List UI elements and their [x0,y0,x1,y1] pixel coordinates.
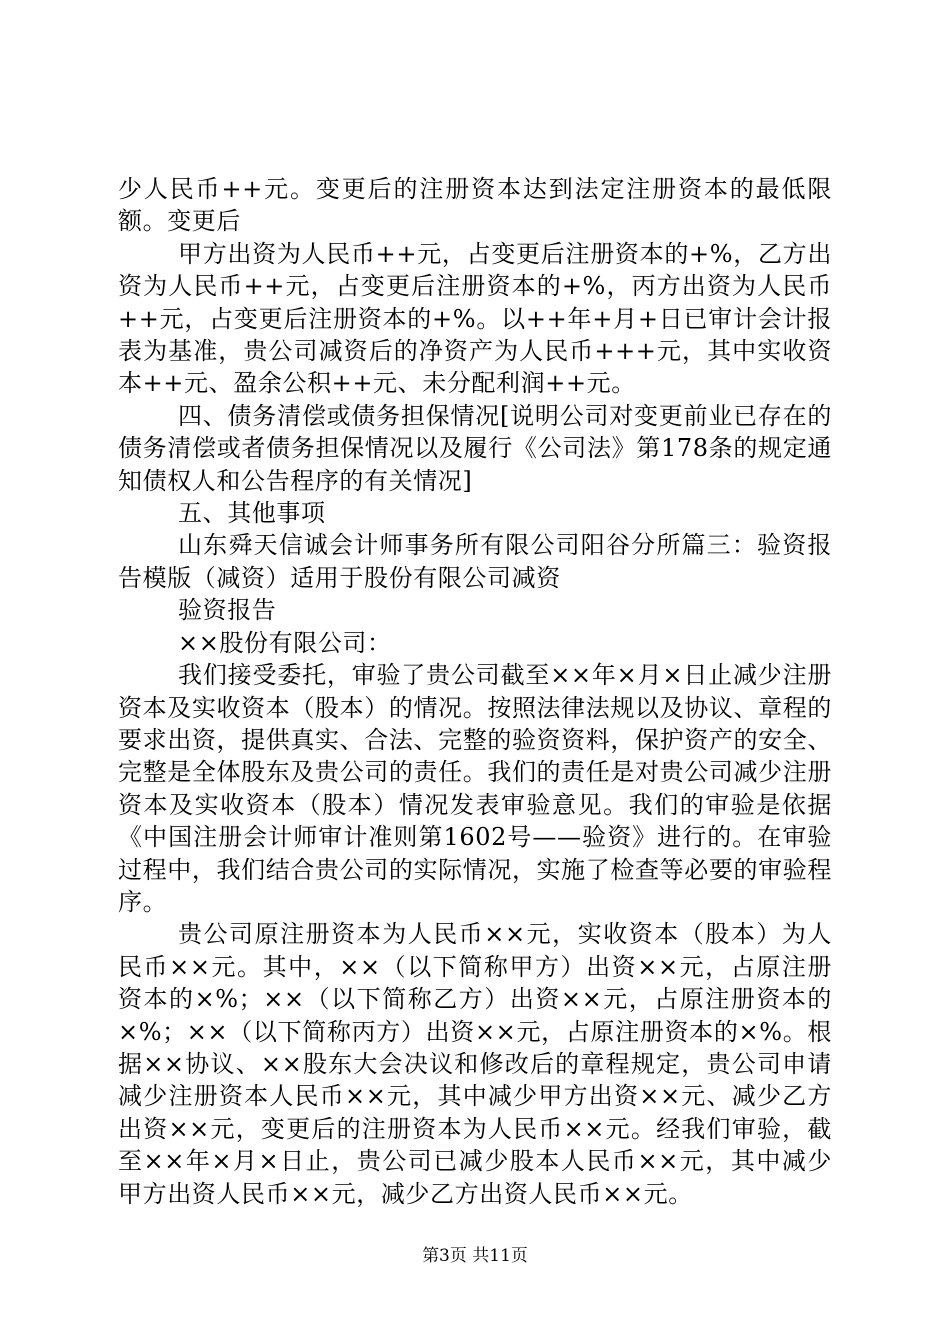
page-footer: 第3页 共11页 [422,1246,528,1266]
paragraph-other-matters: 五、其他事项 [178,499,326,528]
paragraph-report-heading: 验资报告 [178,596,277,625]
paragraph-addressee: ××股份有限公司： [178,628,392,657]
paragraph-original-capital-details: 贵公司原注册资本为人民币××元，实收资本（股本）为人民币××元。其中，××（以下简称甲方）出资××元，占原注册资本的×%；××（以下简称乙方）出资××元，占原注册资本的×%；××（以下简称丙方）出资××元，占原注册资本的×%。根据××协议、××股东大会决议和修改后的章程规定，贵公司申请减少注册资本人民币××元，其中减少甲方出资××元、减少乙方出资××元，变更后的注册资本为人民币××元。经我们审验，截至××年×月×日止，贵公司已减少股本人民币××元，其中减少甲方出资人民币××元，减少乙方出资人民币××元。 [118,920,832,1208]
paragraph-capital-reduction-tail: 少人民币++元。变更后的注册资本达到法定注册资本的最低限额。变更后 [118,175,832,236]
paragraph-engagement-responsibility: 我们接受委托，审验了贵公司截至××年×月×日止减少注册资本及实收资本（股本）的情况。按照法律法规以及协议、章程的要求出资，提供真实、合法、完整的验资资料，保护资产的安全、完整是全体股东及贵公司的责任。我们的责任是对贵公司减少注册资本及实收资本（股本）情况发表审验意见。我们的审验是依据《中国注册会计师审计准则第1602号——验资》进行的。在审验过程中，我们结合贵公司的实际情况，实施了检查等必要的审验程序。 [118,661,832,916]
paragraph-post-change-contributions: 甲方出资为人民币++元，占变更后注册资本的+%，乙方出资为人民币++元，占变更后注册资本的+%，丙方出资为人民币++元，占变更后注册资本的+%。以++年+月+日已审计会计报表为基准，贵公司减资后的净资产为人民币+++元，其中实收资本++元、盈余公积++元、未分配利润++元。 [118,239,832,398]
document-body [118,173,832,1210]
paragraph-firm-and-template-title: 山东舜天信诚会计师事务所有限公司阳谷分所篇三：验资报告模版（减资）适用于股份有限公司减资 [118,531,832,592]
paragraph-debt-settlement: 四、债务清偿或债务担保情况[说明公司对变更前业已存在的债务清偿或者债务担保情况以及履行《公司法》第178条的规定通知债权人和公告程序的有关情况] [118,401,832,495]
